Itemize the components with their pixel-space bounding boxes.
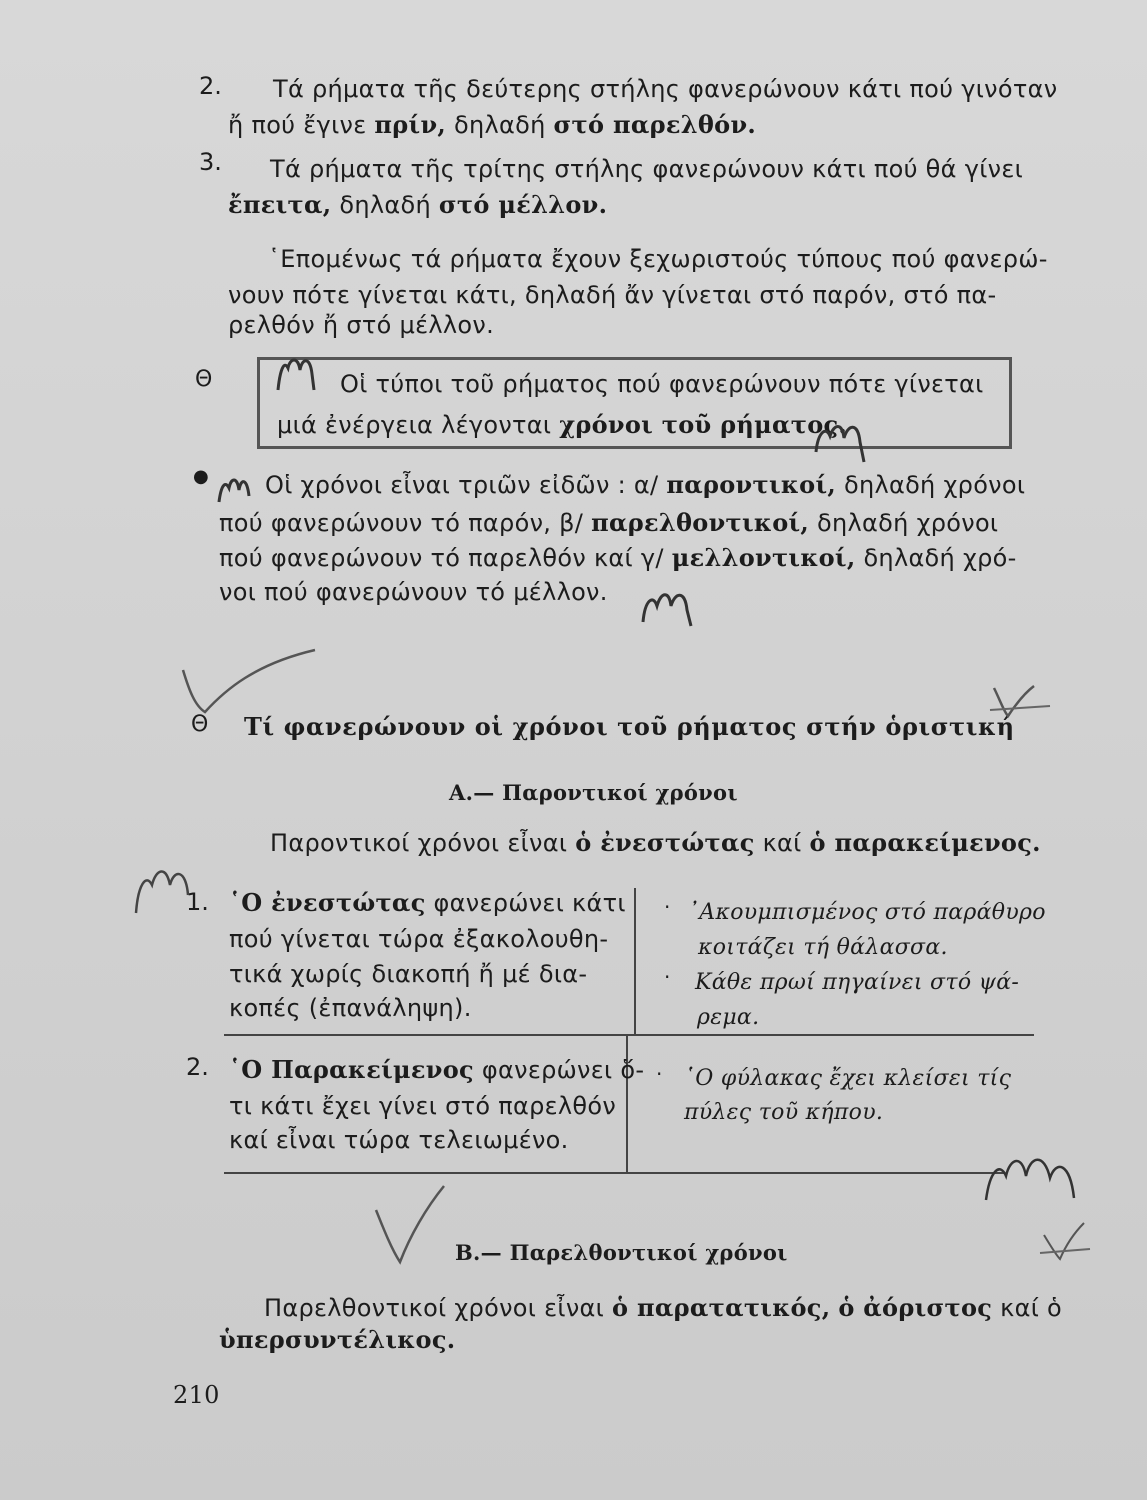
paragraph-2-line-3: πού φανερώνουν τό παρελθόν καί γ/ μελλοντικοί, δηλαδή χρό- [219,543,1017,572]
section-theta-marker: Θ [191,712,209,737]
table-bottom-rule [224,1172,1004,1174]
row-2-line-3: καί εἶναι τώρα τελειωμένο. [229,1126,569,1154]
section-b-line-2: ὑπερσυντέλικος. [219,1325,456,1354]
example-bullet: · [664,895,671,919]
checkmark-icon [990,680,1060,724]
section-heading: Τί φανερώνουν οἱ χρόνοι τοῦ ρήματος στήν ὁριστική [244,712,1015,741]
handwritten-mark-icon [635,578,710,637]
row-1-number: 1. [186,888,209,916]
example-3-line-2: πύλες τοῦ κήπου. [684,1100,884,1125]
paragraph-1-line-2: νουν πότε γίνεται κάτι, δηλαδή ἄν γίνεται στό παρόν, στό πα- [228,281,997,309]
example-bullet: · [656,1062,663,1086]
example-1-line-1: ᾿Ακουμπισμένος στό παράθυρο [688,900,1046,925]
handwritten-mark-icon [980,1140,1090,1219]
paragraph-1-line-1: ῾Επομένως τά ρήματα ἔχουν ξεχωριστούς τύπους πού φανερώ- [268,245,1048,273]
row-1-line-1: ῾Ο ἐνεστώτας φανερώνει κάτι [229,888,626,917]
table-row-separator [224,1034,1034,1036]
row-2-line-2: τι κάτι ἔχει γίνει στό παρελθόν [229,1092,617,1120]
item-number-3: 3. [199,148,222,176]
bullet-dot: ● [193,466,210,487]
handwritten-mark-icon [270,350,330,404]
paragraph-2-line-1: Οἱ χρόνοι εἶναι τριῶν εἰδῶν : α/ παροντικοί, δηλαδή χρόνοι [265,470,1026,499]
row-1-line-2: πού γίνεται τώρα ἐξακολουθη- [229,925,609,953]
item-3-line-2: ἔπειτα, δηλαδή στό μέλλον. [228,190,608,219]
paragraph-2-line-4: νοι πού φανερώνουν τό μέλλον. [219,578,608,606]
handwritten-mark-icon [215,462,260,516]
example-2-line-2: ρεμα. [697,1005,760,1030]
rule-box-line-2: μιά ἐνέργεια λέγονται χρόνοι τοῦ ρήματος. [277,410,848,439]
intro-a: Παροντικοί χρόνοι εἶναι ὁ ἐνεστώτας καί ὁ παρακείμενος. [270,828,1041,857]
paragraph-1-line-3: ρελθόν ἤ στό μέλλον. [228,311,494,339]
subheading-a: Α.— Παροντικοί χρόνοι [449,780,738,805]
table-divider-upper [634,888,636,1036]
checkmark-icon [175,640,325,724]
row-2-line-1: ῾Ο Παρακείμενος φανερώνει ὅ- [229,1055,645,1084]
theta-marker: Θ [195,367,213,392]
example-bullet: · [664,965,671,989]
example-3-line-1: ῾Ο φύλακας ἔχει κλείσει τίς [684,1066,1012,1091]
checkmark-icon [1040,1215,1100,1269]
handwritten-mark-icon [810,412,880,471]
row-1-line-3: τικά χωρίς διακοπή ἤ μέ δια- [229,960,588,988]
section-b-line-1: Παρελθοντικοί χρόνοι εἶναι ὁ παρατατικός, ὁ ἀόριστος καί ὁ [264,1293,1063,1322]
paragraph-2-line-2: πού φανερώνουν τό παρόν, β/ παρελθοντικοί, δηλαδή χρόνοι [219,508,999,537]
handwritten-mark-icon [130,855,205,924]
checkmark-icon [370,1180,450,1274]
row-2-number: 2. [186,1053,209,1081]
item-number-2: 2. [199,72,222,100]
rule-box-line-1: Οἱ τύποι τοῦ ρήματος πού φανερώνουν πότε γίνεται [340,370,984,398]
row-1-line-4: κοπές (ἐπανάληψη). [229,994,472,1022]
example-1-line-2: κοιτάζει τή θάλασσα. [698,935,948,960]
item-2-line-1: Τά ρήματα τῆς δεύτερης στήλης φανερώνουν κάτι πού γινόταν [273,75,1058,103]
item-3-line-1: Τά ρήματα τῆς τρίτης στήλης φανερώνουν κάτι πού θά γίνει [270,155,1024,183]
subheading-b: Β.— Παρελθοντικοί χρόνοι [455,1240,788,1265]
item-2-line-2: ἤ πού ἔγινε πρίν, δηλαδή στό παρελθόν. [228,110,757,139]
example-2-line-1: Κάθε πρωί πηγαίνει στό ψά- [695,970,1020,995]
page-number: 210 [173,1381,220,1409]
